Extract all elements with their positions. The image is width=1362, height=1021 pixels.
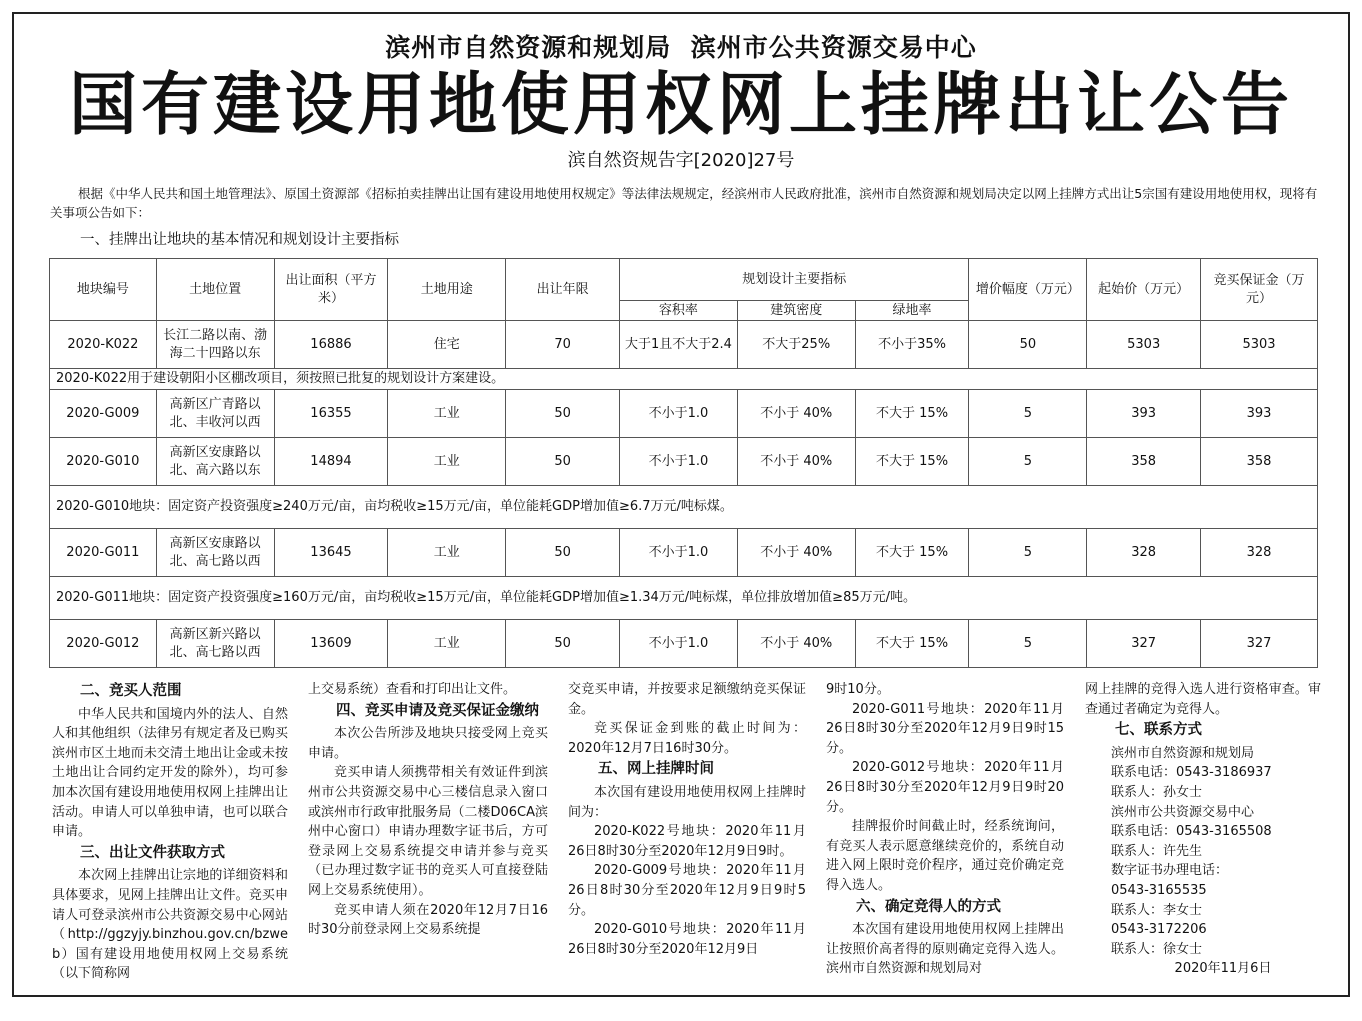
- cell-density: 不小于 40%: [737, 438, 855, 486]
- header-parcel-no: 地块编号: [50, 259, 157, 321]
- cell-start-price: 5303: [1087, 321, 1201, 369]
- section-5-body-d: 2020-G010号地块：2020年11月26日8时30分至2020年12月9日: [568, 922, 806, 957]
- cell-area: 13609: [274, 620, 388, 668]
- section-6-body-cont: 网上挂牌的竞得入选人进行资格审查。审查通过者确定为竞得人。: [1085, 682, 1321, 717]
- cell-area: 16886: [274, 321, 388, 369]
- table-note-row: [50, 577, 1318, 620]
- table-note-row: [50, 486, 1318, 529]
- section-3-body-cont: 上交易系统）查看和打印出让文件。: [308, 682, 517, 697]
- header-term: 出让年限: [506, 259, 620, 321]
- issuers-line: 滨州市自然资源和规划局 滨州市公共资源交易中心: [385, 33, 977, 62]
- cell-increment: 5: [969, 390, 1087, 438]
- text-column-3: [568, 680, 806, 959]
- cell-use: 工业: [388, 390, 506, 438]
- header-location: 土地位置: [156, 259, 274, 321]
- section-5-body-g: 挂牌报价时间截止时，经系统询问，有竞买人表示愿意继续竞价的，系统自动进入网上限时竞价程序，通过竞价确定竞得入选人。: [826, 819, 1064, 893]
- cell-deposit: 5303: [1201, 321, 1318, 369]
- table-row: [50, 620, 1318, 668]
- cell-parcel-no: 2020-G011: [50, 529, 157, 577]
- section-6-body: 本次国有建设用地使用权网上挂牌出让按照价高者得的原则确定竞得入选人。滨州市自然资源和规划局对: [826, 922, 1064, 977]
- cell-far: 不小于1.0: [620, 438, 738, 486]
- section-4-title: 四、竞买申请及竞买保证金缴纳: [336, 702, 539, 719]
- cell-density: 不小于 40%: [737, 390, 855, 438]
- contact-line: 联系人：许先生: [1111, 843, 1203, 859]
- cell-location: 高新区安康路以北、高七路以西: [156, 529, 274, 577]
- header-start-price: 起始价（万元）: [1087, 259, 1201, 321]
- table-note-row: [50, 369, 1318, 390]
- cell-area: 16355: [274, 390, 388, 438]
- cell-deposit: 328: [1201, 529, 1318, 577]
- cell-use: 住宅: [388, 321, 506, 369]
- section-6-title: 六、确定竞得人的方式: [856, 898, 1001, 915]
- table-row: [50, 529, 1318, 577]
- section-5-body-a: 本次国有建设用地使用权网上挂牌时间为：: [568, 784, 806, 820]
- cell-deposit: 358: [1201, 438, 1318, 486]
- header-deposit: 竞买保证金（万元）: [1201, 259, 1318, 321]
- cell-green: 不大于 15%: [855, 438, 969, 486]
- cell-green: 不大于 15%: [855, 529, 969, 577]
- header-increment: 增价幅度（万元）: [969, 259, 1087, 321]
- section-4-body-c-cont: 交竞买申请，并按要求足额缴纳竞买保证金。: [568, 682, 806, 717]
- cell-term: 70: [506, 321, 620, 369]
- note-k022: 2020-K022用于建设朝阳小区棚改项目，须按照已批复的规划设计方案建设。: [50, 369, 1318, 390]
- cell-deposit: 393: [1201, 390, 1318, 438]
- cell-start-price: 358: [1087, 438, 1201, 486]
- section-2-body: 中华人民共和国境内外的法人、自然人和其他组织（法律另有规定者及已购买滨州市区土地而未交清土地出让金或未按土地出让合同约定开发的除外），均可参加本次国有建设用地使用权网上挂牌出让活动。申请人可以单独申请，也可以联合申请。: [52, 706, 288, 840]
- note-g011: 2020-G011地块：固定资产投资强度≥160万元/亩，亩均税收≥15万元/亩，单位能耗GDP增加值≥1.34万元/吨标煤，单位排放增加值≥85万元/吨。: [50, 577, 1318, 620]
- cell-term: 50: [506, 620, 620, 668]
- cell-area: 14894: [274, 438, 388, 486]
- header-planning: 规划设计主要指标: [620, 259, 969, 301]
- note-g010: 2020-G010地块：固定资产投资强度≥240万元/亩，亩均税收≥15万元/亩，单位能耗GDP增加值≥6.7万元/吨标煤。: [50, 486, 1318, 529]
- contact-line: 数字证书办理电话：: [1111, 863, 1229, 879]
- section-3-title: 三、出让文件获取方式: [80, 844, 225, 861]
- cell-deposit: 327: [1201, 620, 1318, 668]
- cell-use: 工业: [388, 620, 506, 668]
- cell-green: 不大于 15%: [855, 620, 969, 668]
- table-row: [50, 390, 1318, 438]
- section-4-body-c: 竞买申请人须在2020年12月7日16时30分前登录网上交易系统提: [308, 902, 548, 938]
- cell-density: 不小于 40%: [737, 620, 855, 668]
- cell-parcel-no: 2020-G010: [50, 438, 157, 486]
- announcement-date: 2020年11月6日: [1174, 961, 1272, 977]
- cell-far: 不小于1.0: [620, 529, 738, 577]
- text-column-1: [52, 680, 288, 984]
- text-column-5: [1085, 680, 1321, 979]
- intro-paragraph: 根据《中华人民共和国土地管理法》、原国土资源部《招标拍卖挂牌出让国有建设用地使用权规定》等法律法规规定，经滨州市人民政府批准，滨州市自然资源和规划局决定以网上挂牌方式出让5宗国有建设用地使用权，现将有关事项公告如下：: [50, 186, 1318, 220]
- cell-start-price: 327: [1087, 620, 1201, 668]
- header-area: 出让面积（平方米）: [274, 259, 388, 321]
- table-header-row: [50, 259, 1318, 301]
- cell-parcel-no: 2020-K022: [50, 321, 157, 369]
- contact-line: 联系人：徐女士: [1111, 941, 1203, 957]
- section-5-body-b: 2020-K022号地块：2020年11月26日8时30分至2020年12月9日9时。: [568, 824, 806, 859]
- section-1-title: 一、挂牌出让地块的基本情况和规划设计主要指标: [80, 232, 399, 248]
- contact-line: 联系电话：0543-3165508: [1111, 824, 1272, 840]
- contact-line: 滨州市自然资源和规划局: [1111, 745, 1255, 761]
- section-5-body-d-cont: 9时10分。: [826, 682, 890, 697]
- cell-location: 高新区广青路以北、丰收河以西: [156, 390, 274, 438]
- cell-area: 13645: [274, 529, 388, 577]
- cell-term: 50: [506, 438, 620, 486]
- cell-increment: 5: [969, 620, 1087, 668]
- header-far: 容积率: [620, 301, 738, 321]
- announcement-title: 国有建设用地使用权网上挂牌出让公告: [68, 66, 1293, 145]
- cell-far: 大于1且不大于2.4: [620, 321, 738, 369]
- cell-parcel-no: 2020-G009: [50, 390, 157, 438]
- table-row: [50, 438, 1318, 486]
- contact-line: 0543-3165535: [1111, 882, 1207, 898]
- section-7-title: 七、联系方式: [1115, 722, 1202, 739]
- cell-parcel-no: 2020-G012: [50, 620, 157, 668]
- header-green: 绿地率: [855, 301, 969, 321]
- cell-use: 工业: [388, 529, 506, 577]
- section-3-body: 本次网上挂牌出让宗地的详细资料和具体要求，见网上挂牌出让文件。竞买申请人可登录滨州市公共资源交易中心网站（http://ggzyjy.binzhou.gov.cn/bzweb）国有建设用地使用权网上交易系统（以下简称网: [52, 868, 288, 982]
- cell-increment: 50: [969, 321, 1087, 369]
- cell-start-price: 328: [1087, 529, 1201, 577]
- cell-far: 不小于1.0: [620, 620, 738, 668]
- header-use: 土地用途: [388, 259, 506, 321]
- contact-line: 联系人：李女士: [1111, 902, 1203, 918]
- cell-location: 高新区新兴路以北、高七路以西: [156, 620, 274, 668]
- section-2-title: 二、竞买人范围: [80, 683, 182, 699]
- contact-line: 联系人：孙女士: [1111, 784, 1203, 800]
- section-4-body-a: 本次公告所涉及地块只接受网上竞买申请。: [308, 726, 548, 761]
- table-row: [50, 321, 1318, 369]
- contact-line: 联系电话：0543-3186937: [1111, 765, 1272, 781]
- cell-increment: 5: [969, 438, 1087, 486]
- cell-green: 不大于 15%: [855, 390, 969, 438]
- section-5-body-c: 2020-G009号地块：2020年11月26日8时30分至2020年12月9日9时5分。: [568, 863, 806, 918]
- text-column-4: [826, 680, 1064, 979]
- cell-green: 不小于35%: [855, 321, 969, 369]
- section-5-body-f: 2020-G012号地块：2020年11月26日8时30分至2020年12月9日9时20分。: [826, 760, 1064, 815]
- cell-term: 50: [506, 529, 620, 577]
- cell-start-price: 393: [1087, 390, 1201, 438]
- document-number: 滨自然资规告字[2020]27号: [567, 150, 795, 171]
- cell-density: 不大于25%: [737, 321, 855, 369]
- cell-term: 50: [506, 390, 620, 438]
- cell-use: 工业: [388, 438, 506, 486]
- section-4-body-b: 竞买申请人须携带相关有效证件到滨州市公共资源交易中心三楼信息录入窗口或滨州市行政审批服务局（二楼D06CA滨州中心窗口）申请办理数字证书后，方可登录网上交易系统提交申请并参与竞买（已办理过数字证书的竞买人可直接登陆网上交易系统使用）。: [308, 765, 548, 898]
- cell-location: 长江二路以南、渤海二十四路以东: [156, 321, 274, 369]
- cell-increment: 5: [969, 529, 1087, 577]
- cell-far: 不小于1.0: [620, 390, 738, 438]
- cell-density: 不小于 40%: [737, 529, 855, 577]
- section-4-body-d: 竞买保证金到账的截止时间为：2020年12月7日16时30分。: [568, 721, 806, 756]
- header-density: 建筑密度: [737, 301, 855, 321]
- section-5-body-e: 2020-G011号地块：2020年11月26日8时30分至2020年12月9日9时15分。: [826, 701, 1064, 756]
- cell-location: 高新区安康路以北、高六路以东: [156, 438, 274, 486]
- section-5-title: 五、网上挂牌时间: [598, 761, 714, 778]
- text-column-2: [308, 680, 548, 940]
- contact-line: 0543-3172206: [1111, 922, 1207, 938]
- parcel-table: [49, 258, 1318, 668]
- contact-line: 滨州市公共资源交易中心: [1111, 804, 1255, 820]
